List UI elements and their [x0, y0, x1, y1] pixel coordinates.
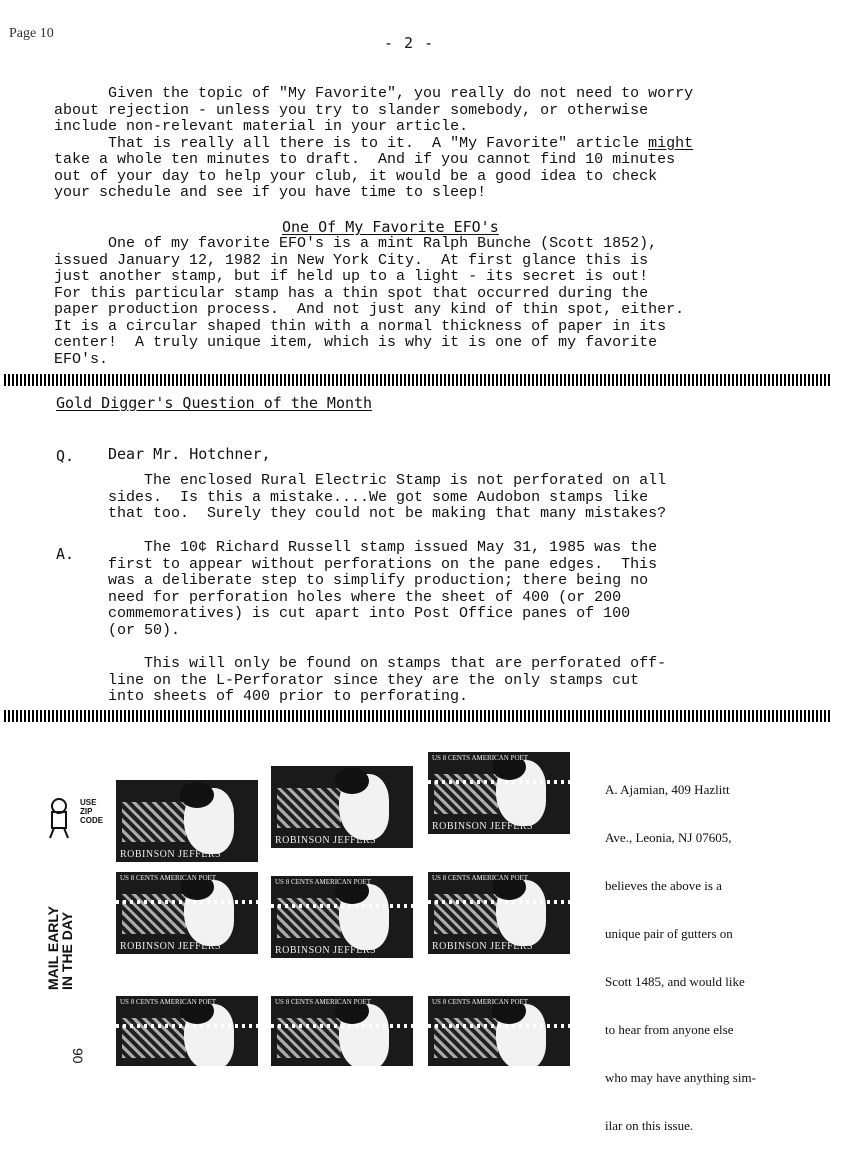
answer-body-2 — [108, 656, 666, 706]
question-body — [108, 473, 666, 523]
caption-line: to hear from anyone else — [605, 1022, 734, 1037]
stamp-name-label: ROBINSON JEFFERS — [432, 941, 534, 952]
mr-zip-mascot-icon — [44, 796, 74, 840]
answer-line: commemoratives) is cut apart into Post Office panes of 100 — [108, 605, 631, 622]
intro-line — [54, 136, 693, 153]
stamp-perforation — [428, 1024, 570, 1028]
caption-line: Ave., Leonia, NJ 07605, — [605, 830, 732, 845]
page-number: - 2 - — [384, 34, 435, 52]
stamp-top-label: US 8 CENTS AMERICAN POET — [275, 998, 372, 1006]
efo-line: issued January 12, 1982 in New York City. At first glance this is — [54, 251, 649, 269]
side-number: 90 — [70, 1048, 86, 1064]
perforation-divider-top — [4, 374, 830, 386]
stamp-name-label: ROBINSON JEFFERS — [275, 835, 377, 846]
question-line: that too. Surely they could not be making that many mistakes? — [108, 505, 667, 522]
stamp-name-label: ROBINSON JEFFERS — [432, 821, 534, 832]
efo-line: center! A truly unique item, which is why it is one of my favorite — [54, 334, 658, 351]
stamp-portrait-hair — [335, 768, 369, 794]
question-marker: Q. — [56, 447, 75, 465]
caption-line: ilar on this issue. — [605, 1118, 694, 1133]
stamp-perforation — [428, 780, 570, 784]
stamp-caption — [605, 750, 756, 1150]
caption-line: unique pair of gutters on — [605, 926, 733, 941]
stamp-robinson-jeffers — [428, 752, 570, 834]
efo-section — [54, 236, 684, 368]
page-label: Page 10 — [9, 26, 54, 41]
stamp-perforation — [271, 1024, 413, 1028]
stamp-robinson-jeffers — [271, 876, 413, 958]
stamp-name-label: ROBINSON JEFFERS — [275, 945, 377, 956]
intro-line: include non-relevant material in your article. — [54, 118, 469, 135]
stamp-crowd-art — [277, 788, 341, 828]
mail-early-label: MAIL EARLY IN THE DAY — [45, 905, 75, 990]
stamp-top-label: US 8 CENTS AMERICAN POET — [120, 998, 217, 1006]
answer-marker: A. — [56, 545, 75, 563]
efo-line: just another stamp, but if held up to a light - its secret is out! — [54, 268, 649, 285]
use-zip-code-label: USE ZIP CODE — [80, 798, 104, 825]
stamp-crowd-art — [122, 802, 186, 842]
stamp-robinson-jeffers — [116, 996, 258, 1066]
answer-line: need for perforation holes where the sheet of 400 (or 200 — [108, 588, 622, 606]
question-greeting: Dear Mr. Hotchner, — [108, 445, 271, 463]
answer-line: first to appear without perforations on the pane edges. This — [108, 555, 658, 573]
answer-line: The 10¢ Richard Russell stamp issued May 31, 1985 was the — [108, 539, 658, 556]
stamp-robinson-jeffers — [271, 766, 413, 848]
efo-line: It is a circular shaped thin with a normal thickness of paper in its — [54, 317, 667, 335]
caption-line: Scott 1485, and would like — [605, 974, 745, 989]
stamp-perforation — [116, 1024, 258, 1028]
stamp-robinson-jeffers — [428, 872, 570, 954]
question-line: The enclosed Rural Electric Stamp is not perforated on all — [108, 472, 667, 489]
answer-body — [108, 540, 657, 639]
stamp-robinson-jeffers — [116, 780, 258, 862]
emphasis-might: might — [648, 134, 694, 152]
stamp-robinson-jeffers — [271, 996, 413, 1066]
intro-text: That is really all there is to it. A "My Favorite" article — [54, 134, 649, 152]
answer-line: into sheets of 400 prior to perforating. — [108, 688, 469, 705]
question-line: sides. Is this a mistake....We got some Audobon stamps like — [108, 488, 649, 506]
intro-line: your schedule and see if you have time to sleep! — [54, 184, 487, 201]
stamp-name-label: ROBINSON JEFFERS — [120, 849, 222, 860]
stamp-top-label: US 8 CENTS AMERICAN POET — [432, 998, 529, 1006]
stamp-top-label: US 8 CENTS AMERICAN POET — [432, 754, 529, 762]
answer-line: This will only be found on stamps that are perforated off- — [108, 655, 667, 672]
answer-line: line on the L-Perforator since they are the only stamps cut — [108, 671, 640, 689]
qa-heading: Gold Digger's Question of the Month — [56, 394, 373, 412]
intro-line: take a whole ten minutes to draft. And if you cannot find 10 minutes — [54, 151, 676, 168]
intro-line: out of your day to help your club, it would be a good idea to check — [54, 167, 658, 185]
answer-line: (or 50). — [108, 621, 181, 639]
stamp-top-label: US 8 CENTS AMERICAN POET — [120, 874, 217, 882]
efo-heading: One Of My Favorite EFO's — [282, 218, 499, 236]
perforation-divider-bottom — [4, 710, 830, 722]
efo-line: For this particular stamp has a thin spot that occurred during the — [54, 284, 649, 302]
stamp-top-label: US 8 CENTS AMERICAN POET — [275, 878, 372, 886]
answer-line: was a deliberate step to simplify production; there being no — [108, 572, 649, 589]
stamp-perforation — [428, 900, 570, 904]
intro-line: Given the topic of "My Favorite", you really do not need to worry — [54, 85, 694, 102]
efo-line: One of my favorite EFO's is a mint Ralph Bunche (Scott 1852), — [54, 235, 658, 252]
stamp-robinson-jeffers — [428, 996, 570, 1066]
efo-line: EFO's. — [54, 350, 109, 368]
stamp-name-label: ROBINSON JEFFERS — [120, 941, 222, 952]
stamp-robinson-jeffers — [116, 872, 258, 954]
efo-line: paper production process. And not just any kind of thin spot, either. — [54, 301, 685, 318]
caption-line: believes the above is a — [605, 878, 722, 893]
stamp-perforation — [116, 900, 258, 904]
caption-line: A. Ajamian, 409 Hazlitt — [605, 782, 730, 797]
stamp-portrait-hair — [180, 782, 214, 808]
caption-line: who may have anything sim- — [605, 1070, 756, 1085]
stamp-top-label: US 8 CENTS AMERICAN POET — [432, 874, 529, 882]
stamp-perforation — [271, 904, 413, 908]
intro-line: about rejection - unless you try to slander somebody, or otherwise — [54, 101, 649, 119]
intro-section — [54, 86, 693, 202]
